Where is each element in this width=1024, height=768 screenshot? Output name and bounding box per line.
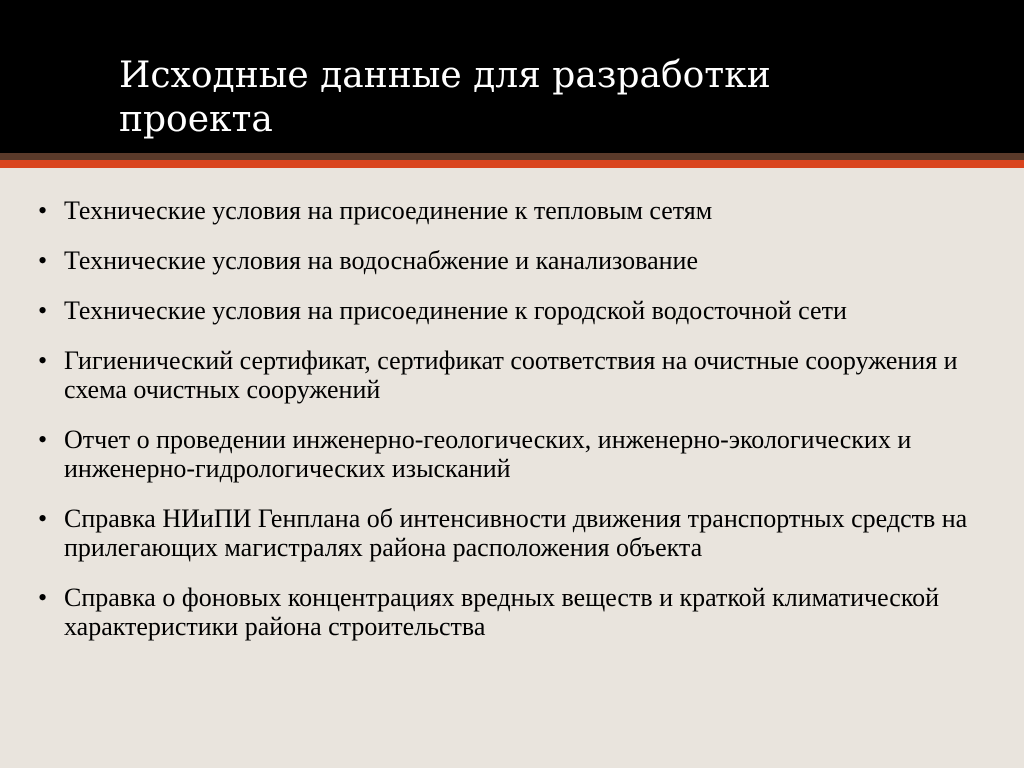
bullet-item-3	[38, 296, 988, 325]
bullet-item-6	[38, 504, 988, 562]
bullet-item-5	[38, 425, 988, 483]
bullet-text: Гигиенический сертификат, сертификат соответствия на очистные сооружения и схема очистных сооружений	[64, 346, 958, 404]
bullet-item-7	[38, 583, 988, 641]
slide-title	[119, 54, 939, 142]
bullet-icon: •	[38, 196, 48, 225]
bullet-item-1	[38, 196, 988, 225]
slide-title-line-2: проекта	[119, 99, 273, 140]
bullet-icon: •	[38, 246, 48, 275]
bullet-item-4	[38, 346, 988, 404]
slide-title-line-1: Исходные данные для разработки	[119, 55, 771, 96]
bullet-icon: •	[38, 346, 48, 375]
bullet-icon: •	[38, 425, 48, 454]
bullet-text: Справка о фоновых концентрациях вредных веществ и краткой климатической характеристики района строительства	[64, 583, 940, 641]
bullet-icon: •	[38, 583, 48, 612]
accent-stripe-dark	[0, 153, 1024, 160]
bullet-text: Технические условия на присоединение к тепловым сетям	[64, 196, 713, 225]
bullet-icon: •	[38, 296, 48, 325]
bullet-text: Технические условия на водоснабжение и канализование	[64, 246, 698, 275]
bullet-icon: •	[38, 504, 48, 533]
bullet-item-2	[38, 246, 988, 275]
bullet-text: Технические условия на присоединение к городской водосточной сети	[64, 296, 847, 325]
bullet-text: Отчет о проведении инженерно-геологических, инженерно-экологических и инженерно-гидрологических изысканий	[64, 425, 912, 483]
bullet-list	[38, 196, 988, 662]
accent-stripe-orange	[0, 160, 1024, 168]
bullet-text: Справка НИиПИ Генплана об интенсивности движения транспортных средств на прилегающих магистралях района расположения объекта	[64, 504, 968, 562]
